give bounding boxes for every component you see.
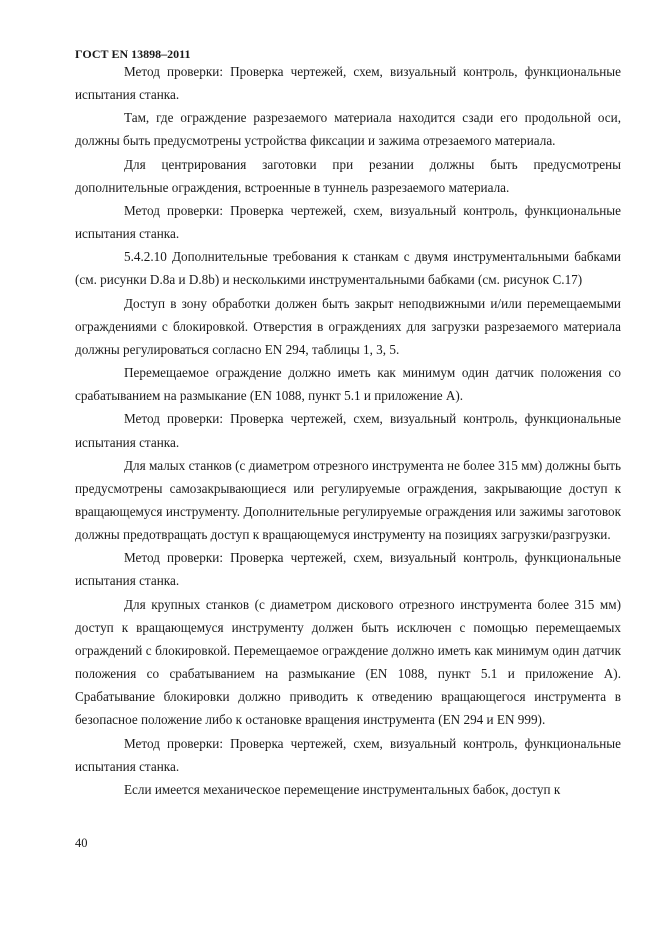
paragraph: Метод проверки: Проверка чертежей, схем, визуальный контроль, функциональные испытания станка. <box>75 411 621 450</box>
paragraph: Для малых станков (с диаметром отрезного инструмента не более 315 мм) должны быть предусмотрены самозакрывающиеся или регулируемые ограждения, закрывающие доступ к вращающемуся инструменту. Дополнительные регулируемые ограждения или зажимы заготовок должны предотвращать доступ к вращающемуся инструменту на позициях загрузки/разгрузки. <box>75 457 621 543</box>
paragraph: Для крупных станков (с диаметром дискового отрезного инструмента более 315 мм) доступ к вращающемуся инструменту должен быть исключен с помощью перемещаемых ограждений с блокировкой. Перемещаемое ограждение должно иметь как минимум один датчик положения со срабатыванием на размыкание (EN 1088, пункт 5.1 и приложение А). Срабатывание блокировки должно приводить к отведению вращающегося инструмента в безопасное положение либо к остановке вращения инструмента (EN 294 и EN 999). <box>75 596 621 728</box>
paragraph: Для центрирования заготовки при резании должны быть предусмотрены дополнительные ограждения, встроенные в туннель разрезаемого материала. <box>75 156 621 195</box>
paragraph: Метод проверки: Проверка чертежей, схем, визуальный контроль, функциональные испытания станка. <box>75 735 621 774</box>
document-header: ГОСТ EN 13898–2011 <box>75 47 191 61</box>
paragraph: Метод проверки: Проверка чертежей, схем, визуальный контроль, функциональные испытания станка. <box>75 64 621 103</box>
paragraph: Метод проверки: Проверка чертежей, схем, визуальный контроль, функциональные испытания станка. <box>75 550 621 589</box>
paragraph: Доступ в зону обработки должен быть закрыт неподвижными и/или перемещаемыми ограждениями с блокировкой. Отверстия в ограждениях для загрузки разрезаемого материала должны регулироваться согласно EN 294, таблицы 1, 3, 5. <box>75 295 621 357</box>
paragraph: Перемещаемое ограждение должно иметь как минимум один датчик положения со срабатыванием на размыкание (EN 1088, пункт 5.1 и приложение А). <box>75 365 621 404</box>
paragraph: 5.4.2.10 Дополнительные требования к станкам с двумя инструментальными бабками (см. рисунки D.8a и D.8b) и несколькими инструментальными бабками (см. рисунок C.17) <box>75 249 621 288</box>
paragraph: Метод проверки: Проверка чертежей, схем, визуальный контроль, функциональные испытания станка. <box>75 202 621 242</box>
body-text <box>75 60 621 801</box>
page-number: 40 <box>75 836 88 850</box>
paragraph: Там, где ограждение разрезаемого материала находится сзади его продольной оси, должны быть предусмотрены устройства фиксации и зажима отрезаемого материала. <box>75 110 621 149</box>
paragraph: Если имеется механическое перемещение инструментальных бабок, доступ к <box>124 781 561 797</box>
